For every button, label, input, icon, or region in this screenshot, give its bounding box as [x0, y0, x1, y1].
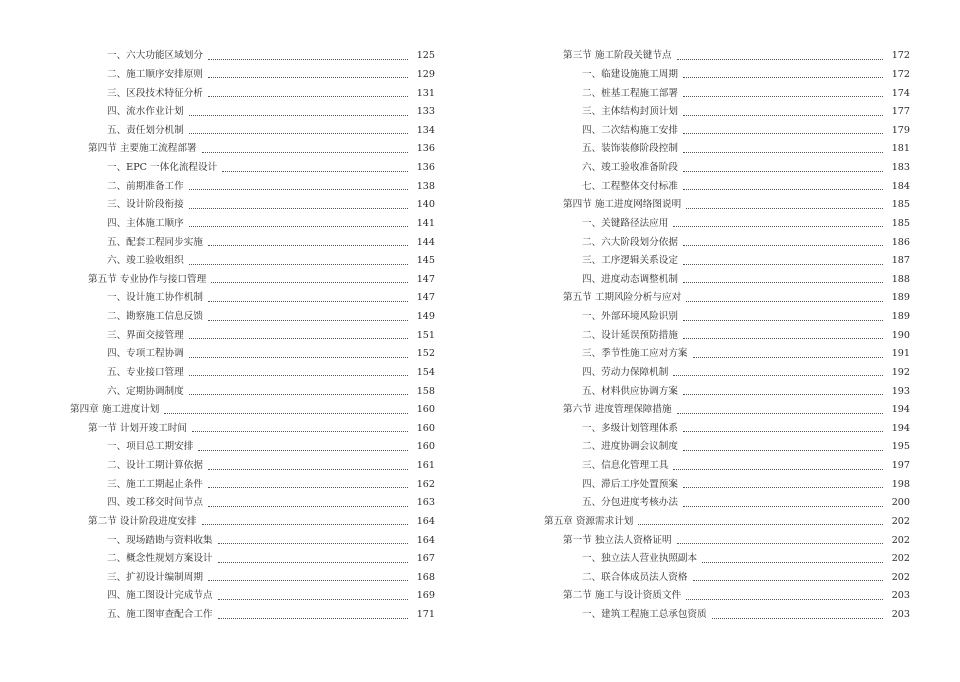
toc-entry-section[interactable]	[480, 196, 960, 215]
dot-leader	[218, 562, 408, 563]
toc-entry-item[interactable]	[0, 252, 480, 271]
toc-entry-page-number: 167	[416, 553, 435, 565]
toc-entry-page-number: 177	[891, 106, 910, 118]
toc-entry-section[interactable]	[0, 513, 480, 532]
dot-leader	[189, 189, 408, 190]
dot-leader	[686, 301, 883, 302]
toc-entry-page-number: 171	[416, 609, 435, 621]
toc-entry-page-number: 154	[416, 366, 435, 378]
dot-leader	[208, 469, 408, 470]
dot-leader	[683, 282, 883, 283]
toc-entry-title: 第四节 施工进度网络图说明	[563, 199, 682, 211]
toc-entry-title: 二、六大阶段划分依据	[582, 236, 678, 248]
dot-leader	[693, 357, 883, 358]
toc-entry-page-number: 203	[891, 590, 910, 602]
toc-entry-title: 五、责任划分机制	[107, 124, 184, 136]
toc-entry-title: 四、流水作业计划	[107, 106, 184, 118]
toc-entry-page-number: 184	[891, 180, 910, 192]
toc-entry-page-number: 200	[891, 497, 910, 509]
toc-entry-item[interactable]	[0, 494, 480, 513]
toc-entry-item[interactable]	[480, 457, 960, 476]
toc-entry-page-number: 134	[416, 124, 435, 136]
dot-leader	[189, 338, 408, 339]
toc-entry-title: 一、临建设施施工周期	[582, 68, 678, 80]
toc-entry-page-number: 149	[416, 311, 435, 323]
toc-entry-page-number: 140	[416, 199, 435, 211]
toc-entry-page-number: 144	[416, 236, 435, 248]
toc-entry-chapter[interactable]	[0, 401, 480, 420]
dot-leader	[208, 320, 408, 321]
toc-entry-page-number: 129	[416, 68, 435, 80]
toc-entry-item[interactable]	[480, 550, 960, 569]
toc-entry-page-number: 164	[416, 515, 435, 527]
toc-entry-title: 第六节 进度管理保障措施	[563, 404, 672, 416]
toc-entry-page-number: 191	[891, 348, 910, 360]
toc-entry-item[interactable]	[0, 84, 480, 103]
toc-entry-title: 二、设计工期计算依据	[107, 460, 203, 472]
toc-entry-page-number: 194	[891, 422, 910, 434]
toc-entry-item[interactable]	[0, 289, 480, 308]
toc-entry-title: 四、滞后工序处置预案	[582, 478, 678, 490]
toc-entry-section[interactable]	[0, 140, 480, 159]
toc-entry-title: 二、联合体成员法人资格	[582, 571, 688, 583]
toc-entry-title: 第五节 工期风险分析与应对	[563, 292, 682, 304]
dot-leader	[712, 618, 883, 619]
toc-entry-title: 第四节 主要施工流程部署	[88, 143, 197, 155]
toc-entry-page-number: 179	[891, 124, 910, 136]
toc-entry-page-number: 202	[891, 534, 910, 546]
dot-leader	[683, 264, 883, 265]
toc-entry-page-number: 158	[416, 385, 435, 397]
dot-leader	[683, 189, 883, 190]
toc-entry-title: 四、二次结构施工安排	[582, 124, 678, 136]
toc-entry-title: 一、外部环境风险识别	[582, 311, 678, 323]
toc-entry-item[interactable]	[480, 84, 960, 103]
toc-entry-item[interactable]	[0, 47, 480, 66]
toc-entry-page-number: 195	[891, 441, 910, 453]
dot-leader	[693, 580, 883, 581]
toc-entry-item[interactable]	[480, 215, 960, 234]
dot-leader	[189, 394, 408, 395]
toc-entry-title: 五、分包进度考核办法	[582, 497, 678, 509]
dot-leader	[218, 618, 408, 619]
toc-entry-page-number: 174	[891, 87, 910, 99]
toc-entry-section[interactable]	[480, 587, 960, 606]
dot-leader	[189, 357, 408, 358]
dot-leader	[683, 506, 883, 507]
toc-entry-page-number: 168	[416, 571, 435, 583]
toc-entry-title: 四、劳动力保障机制	[582, 366, 669, 378]
toc-entry-item[interactable]	[0, 196, 480, 215]
dot-leader	[683, 431, 883, 432]
toc-entry-item[interactable]	[480, 177, 960, 196]
toc-entry-page-number: 183	[891, 162, 910, 174]
dot-leader	[218, 543, 408, 544]
toc-entry-section[interactable]	[480, 47, 960, 66]
toc-entry-title: 四、施工图设计完成节点	[107, 590, 213, 602]
toc-entry-page-number: 198	[891, 478, 910, 490]
toc-entry-page-number: 125	[416, 50, 435, 62]
toc-entry-item[interactable]	[480, 233, 960, 252]
toc-entry-page-number: 160	[416, 422, 435, 434]
toc-entry-item[interactable]	[0, 550, 480, 569]
toc-entry-title: 三、施工工期起止条件	[107, 478, 203, 490]
toc-entry-page-number: 189	[891, 292, 910, 304]
toc-entry-item[interactable]	[0, 475, 480, 494]
toc-entry-page-number: 141	[416, 217, 435, 229]
toc-entry-title: 一、独立法人营业执照副本	[582, 553, 698, 565]
toc-entry-page-number: 197	[891, 460, 910, 472]
toc-entry-item[interactable]	[0, 587, 480, 606]
dot-leader	[208, 59, 408, 60]
toc-entry-item[interactable]	[0, 382, 480, 401]
toc-entry-item[interactable]	[0, 438, 480, 457]
dot-leader	[202, 524, 408, 525]
toc-entry-section[interactable]	[0, 420, 480, 439]
toc-entry-page-number: 136	[416, 143, 435, 155]
toc-entry-title: 第五章 资源需求计划	[544, 515, 634, 527]
toc-entry-section[interactable]	[480, 401, 960, 420]
toc-entry-title: 一、设计施工协作机制	[107, 292, 203, 304]
dot-leader	[189, 208, 408, 209]
toc-entry-title: 五、施工图审查配合工作	[107, 609, 213, 621]
toc-entry-title: 一、现场踏勘与资料收集	[107, 534, 213, 546]
dot-leader	[677, 59, 883, 60]
toc-entry-title: 第二节 设计阶段进度安排	[88, 515, 197, 527]
dot-leader	[211, 282, 408, 283]
toc-entry-item[interactable]	[0, 177, 480, 196]
dot-leader	[638, 524, 883, 525]
dot-leader	[683, 77, 883, 78]
toc-entry-page-number: 164	[416, 534, 435, 546]
toc-entry-title: 二、设计延误预防措施	[582, 329, 678, 341]
toc-entry-title: 四、主体施工顺序	[107, 217, 184, 229]
dot-leader	[683, 96, 883, 97]
toc-entry-page-number: 193	[891, 385, 910, 397]
toc-entry-title: 三、工序逻辑关系设定	[582, 255, 678, 267]
toc-entry-page-number: 202	[891, 553, 910, 565]
toc-entry-title: 一、六大功能区域划分	[107, 50, 203, 62]
toc-entry-item[interactable]	[480, 252, 960, 271]
toc-entry-page-number: 194	[891, 404, 910, 416]
toc-entry-item[interactable]	[480, 569, 960, 588]
toc-entry-title: 五、配套工程同步实施	[107, 236, 203, 248]
toc-entry-item[interactable]	[480, 271, 960, 290]
toc-entry-page-number: 138	[416, 180, 435, 192]
toc-entry-title: 一、项目总工期安排	[107, 441, 194, 453]
toc-entry-item[interactable]	[480, 382, 960, 401]
dot-leader	[683, 394, 883, 395]
dot-leader	[683, 171, 883, 172]
dot-leader	[208, 301, 408, 302]
dot-leader	[686, 208, 883, 209]
dot-leader	[208, 506, 408, 507]
toc-entry-item[interactable]	[0, 345, 480, 364]
toc-entry-page-number: 160	[416, 441, 435, 453]
toc-entry-item[interactable]	[480, 140, 960, 159]
toc-entry-title: 三、季节性施工应对方案	[582, 348, 688, 360]
toc-entry-page-number: 133	[416, 106, 435, 118]
dot-leader	[164, 413, 408, 414]
toc-entry-title: 二、进度协调会议制度	[582, 441, 678, 453]
toc-entry-page-number: 131	[416, 87, 435, 99]
toc-entry-item[interactable]	[0, 122, 480, 141]
dot-leader	[208, 77, 408, 78]
toc-entry-item[interactable]	[480, 345, 960, 364]
toc-entry-title: 六、定期协调制度	[107, 385, 184, 397]
dot-leader	[683, 320, 883, 321]
toc-entry-title: 五、材料供应协调方案	[582, 385, 678, 397]
toc-entry-page-number: 190	[891, 329, 910, 341]
toc-entry-item[interactable]	[0, 457, 480, 476]
dot-leader	[208, 96, 408, 97]
toc-entry-title: 七、工程整体交付标准	[582, 180, 678, 192]
toc-entry-title: 第二节 施工与设计资质文件	[563, 590, 682, 602]
toc-entry-item[interactable]	[0, 569, 480, 588]
toc-entry-page-number: 145	[416, 255, 435, 267]
dot-leader	[673, 375, 883, 376]
dot-leader	[673, 226, 883, 227]
toc-entry-item[interactable]	[480, 66, 960, 85]
toc-entry-item[interactable]	[0, 66, 480, 85]
toc-entry-title: 第一节 计划开竣工时间	[88, 422, 187, 434]
toc-entry-title: 二、前期准备工作	[107, 180, 184, 192]
toc-entry-page-number: 172	[891, 50, 910, 62]
toc-entry-title: 二、勘察施工信息反馈	[107, 311, 203, 323]
toc-entry-title: 五、专业接口管理	[107, 366, 184, 378]
toc-entry-page-number: 185	[891, 217, 910, 229]
dot-leader	[683, 245, 883, 246]
dot-leader	[673, 469, 883, 470]
toc-entry-title: 一、关键路径法应用	[582, 217, 669, 229]
dot-leader	[189, 115, 408, 116]
toc-entry-item[interactable]	[480, 438, 960, 457]
toc-entry-title: 第四章 施工进度计划	[70, 404, 160, 416]
toc-entry-title: 第三节 施工阶段关键节点	[563, 50, 672, 62]
toc-entry-title: 四、专项工程协调	[107, 348, 184, 360]
toc-entry-item[interactable]	[480, 326, 960, 345]
toc-list-right	[480, 47, 960, 624]
toc-entry-item[interactable]	[480, 308, 960, 327]
dot-leader	[208, 580, 408, 581]
toc-entry-section[interactable]	[480, 289, 960, 308]
dot-leader	[208, 245, 408, 246]
toc-entry-page-number: 192	[891, 366, 910, 378]
toc-entry-title: 五、装饰装修阶段控制	[582, 143, 678, 155]
toc-entry-item[interactable]	[0, 233, 480, 252]
toc-entry-item[interactable]	[480, 159, 960, 178]
dot-leader	[677, 413, 883, 414]
toc-entry-page-number: 147	[416, 292, 435, 304]
toc-entry-item[interactable]	[0, 103, 480, 122]
toc-entry-title: 四、竣工移交时间节点	[107, 497, 203, 509]
dot-leader	[683, 450, 883, 451]
toc-entry-page-number: 189	[891, 311, 910, 323]
toc-entry-item[interactable]	[0, 215, 480, 234]
toc-entry-item[interactable]	[0, 531, 480, 550]
toc-entry-title: 三、界面交接管理	[107, 329, 184, 341]
toc-entry-page-number: 136	[416, 162, 435, 174]
toc-entry-page-number: 186	[891, 236, 910, 248]
toc-entry-item[interactable]	[0, 606, 480, 625]
toc-entry-page-number: 202	[891, 571, 910, 583]
toc-entry-title: 二、概念性规划方案设计	[107, 553, 213, 565]
toc-entry-page-number: 188	[891, 273, 910, 285]
toc-entry-item[interactable]	[0, 364, 480, 383]
toc-entry-section[interactable]	[0, 271, 480, 290]
dot-leader	[189, 375, 408, 376]
toc-entry-title: 三、区段技术特征分析	[107, 87, 203, 99]
toc-entry-title: 四、进度动态调整机制	[582, 273, 678, 285]
toc-entry-page-number: 202	[891, 515, 910, 527]
dot-leader	[222, 171, 408, 172]
toc-entry-item[interactable]	[480, 606, 960, 625]
dot-leader	[683, 338, 883, 339]
toc-entry-item[interactable]	[480, 122, 960, 141]
toc-entry-item[interactable]	[480, 364, 960, 383]
toc-entry-title: 第五节 专业协作与接口管理	[88, 273, 207, 285]
toc-entry-title: 二、施工顺序安排原则	[107, 68, 203, 80]
toc-entry-title: 二、桩基工程施工部署	[582, 87, 678, 99]
toc-entry-item[interactable]	[480, 420, 960, 439]
dot-leader	[218, 599, 408, 600]
toc-entry-page-number: 203	[891, 609, 910, 621]
toc-entry-title: 六、竣工验收准备阶段	[582, 162, 678, 174]
toc-page-right	[480, 0, 960, 682]
toc-entry-page-number: 185	[891, 199, 910, 211]
toc-entry-item[interactable]	[480, 494, 960, 513]
toc-list-left	[0, 47, 480, 624]
toc-entry-title: 三、主体结构封顶计划	[582, 106, 678, 118]
toc-entry-item[interactable]	[480, 103, 960, 122]
dot-leader	[202, 152, 408, 153]
toc-entry-page-number: 147	[416, 273, 435, 285]
dot-leader	[683, 133, 883, 134]
dot-leader	[683, 152, 883, 153]
toc-entry-title: 三、设计阶段衔接	[107, 199, 184, 211]
toc-entry-page-number: 187	[891, 255, 910, 267]
dot-leader	[686, 599, 883, 600]
toc-entry-title: 一、EPC 一体化流程设计	[107, 162, 218, 174]
dot-leader	[189, 264, 408, 265]
toc-entry-item[interactable]	[0, 308, 480, 327]
toc-entry-item[interactable]	[0, 326, 480, 345]
toc-entry-item[interactable]	[480, 475, 960, 494]
toc-entry-page-number: 163	[416, 497, 435, 509]
toc-entry-title: 第一节 独立法人资格证明	[563, 534, 672, 546]
dot-leader	[677, 543, 883, 544]
toc-entry-page-number: 162	[416, 478, 435, 490]
toc-entry-page-number: 181	[891, 143, 910, 155]
toc-entry-title: 一、多级计划管理体系	[582, 422, 678, 434]
toc-entry-title: 三、信息化管理工具	[582, 460, 669, 472]
toc-entry-page-number: 151	[416, 329, 435, 341]
dot-leader	[208, 487, 408, 488]
toc-entry-chapter[interactable]	[480, 513, 960, 532]
dot-leader	[702, 562, 883, 563]
toc-entry-item[interactable]	[0, 159, 480, 178]
toc-entry-page-number: 172	[891, 68, 910, 80]
toc-entry-page-number: 152	[416, 348, 435, 360]
dot-leader	[683, 115, 883, 116]
dot-leader	[198, 450, 408, 451]
toc-entry-page-number: 169	[416, 590, 435, 602]
toc-entry-title: 六、竣工验收组织	[107, 255, 184, 267]
toc-entry-title: 三、扩初设计编制周期	[107, 571, 203, 583]
dot-leader	[192, 431, 408, 432]
dot-leader	[189, 226, 408, 227]
dot-leader	[189, 133, 408, 134]
toc-entry-section[interactable]	[480, 531, 960, 550]
dot-leader	[683, 487, 883, 488]
toc-entry-page-number: 160	[416, 404, 435, 416]
toc-entry-title: 一、建筑工程施工总承包资质	[582, 609, 707, 621]
toc-entry-page-number: 161	[416, 460, 435, 472]
